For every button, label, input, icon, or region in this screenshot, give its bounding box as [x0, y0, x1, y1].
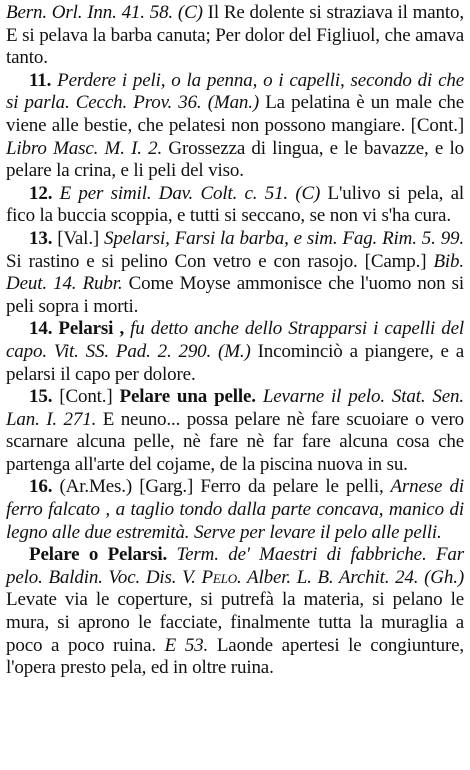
text-run: Grossezza di lingua, e le bavazze, e lo pelare la crina, e li peli del viso.	[6, 137, 464, 182]
text-run: Incominciò a piangere, e a pelarsi il capo per dolore.	[6, 340, 464, 385]
entry-pelare-o-pelarsi	[6, 544, 464, 680]
text-run: 11.	[29, 69, 52, 91]
text-run: 13.	[29, 227, 53, 249]
text-run: Levarne il pelo. Stat. Sen. Lan. I. 271.	[6, 386, 464, 430]
text-run: 15.	[29, 386, 53, 408]
sense-11	[6, 70, 464, 183]
text-run: Arnese di ferro falcato , a taglio tondo dalla parte concava, manico di legno alle due estremità. Serve per levare il pelo alle pelli.	[6, 476, 464, 543]
text-run: E neuno... possa pelare nè fare scuoiare o vero scarnare alcuna pelle, nè fare nè far fare alcuna cosa che partenga all'arte del cojame, de la piscina nuova in su.	[6, 408, 464, 475]
sense-12	[6, 183, 464, 228]
text-run: [Val.]	[52, 227, 100, 249]
text-run: Levate via le coperture, si putrefà la materia, si pelano le mura, si aprono le facciate, finalmente tutta la muraglia a poco a poco ruina.	[6, 589, 464, 656]
text-run: La pelatina è un male che viene alle bestie, che pelatesi non possono mangiare. [Cont.]	[6, 92, 464, 136]
sense-15	[6, 386, 464, 476]
text-run: . Alber. L. B. Archit. 24. (Gh.)	[237, 566, 464, 588]
text-run: Bern. Orl. Inn. 41. 58. (C)	[6, 2, 203, 23]
sense-13	[6, 228, 464, 318]
text-run: Pelo	[201, 566, 238, 588]
text-run: Come Moyse ammonisce che l'uomo non si peli sopra i morti.	[6, 273, 464, 317]
text-run: Libro Masc. M.	[6, 137, 132, 159]
sense-14	[6, 318, 464, 386]
text-run: (Ar.Mes.) [Garg.] Ferro da pelare le pelli,	[52, 476, 384, 498]
text-run: . 2.	[137, 137, 163, 159]
text-run: Pelare una pelle.	[112, 386, 256, 408]
text-run: [Cont.]	[52, 386, 113, 408]
text-run: L'ulivo si pela, al fico la buccia scoppia, e tutti si seccano, se non vi s'ha cura.	[6, 182, 464, 227]
text-run: fu detto anche dello Strapparsi i capelli del capo. Vit. SS. Pad. 2. 290. (M.)	[6, 318, 464, 362]
text-run: 14. Pelarsi ,	[29, 318, 125, 340]
text-run: Perdere i peli, o la penna, o i capelli, secondo di che si parla. Cecch. Prov. 36. (Man.)	[6, 69, 464, 114]
text-run: Bib. Deut. 14. Rubr.	[6, 250, 465, 295]
sense-16	[6, 476, 464, 544]
text-run: 16.	[29, 476, 53, 498]
text-run: E per simil. Dav. Colt. c. 51. (C)	[52, 182, 321, 204]
text-run: Il Re dolente si straziava il manto, E si pelava la barba canuta; Per dolor del Figliuol, che amava tanto.	[6, 2, 464, 69]
text-run: E 53.	[155, 634, 209, 656]
text-run: Spelarsi, Farsi la barba, e sim. Fag. Rim. 5. 99.	[99, 227, 464, 249]
entry-continuation	[6, 2, 464, 70]
text-run: I	[131, 137, 138, 159]
text-run: Term. de' Maestri di fabbriche. Far pelo. Baldin. Voc. Dis. V.	[6, 544, 465, 588]
text-run: 12.	[29, 182, 53, 204]
text-run: Pelare o Pelarsi.	[29, 544, 168, 566]
text-run: Si rastino e si pelino Con vetro e con rasojo. [Camp.]	[6, 250, 427, 272]
text-run: Laonde apertesi le congiunture, l'opera presto pela, ed in oltre ruina.	[6, 634, 464, 679]
